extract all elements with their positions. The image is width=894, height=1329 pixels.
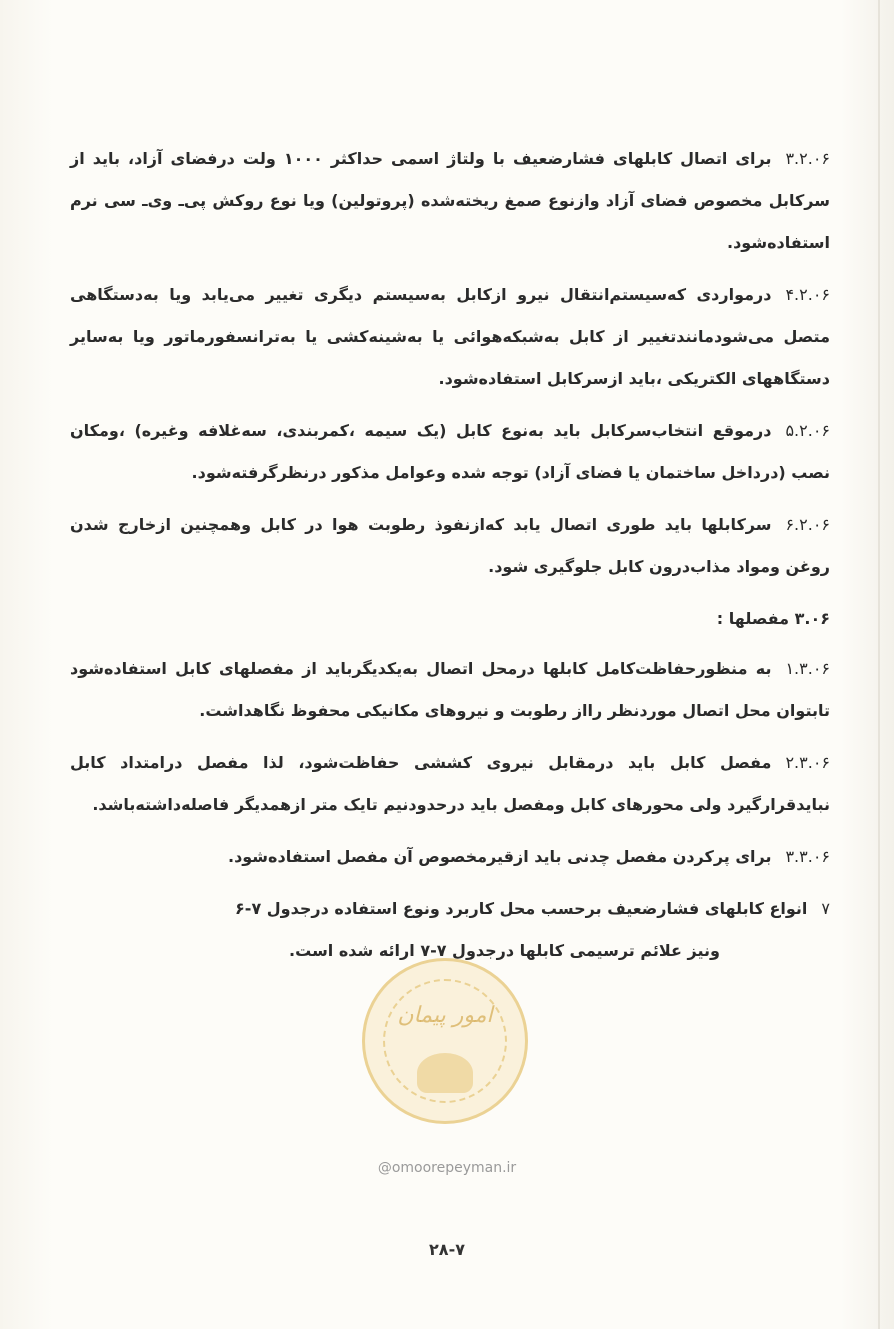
- paragraph-5-2-06: [70, 410, 830, 494]
- section-heading: ۳.۰۶ مفصلها :: [716, 609, 830, 628]
- paragraph-1-3-06: [70, 648, 830, 732]
- paragraph-number: ۶.۲.۰۶: [785, 515, 830, 534]
- item-7-line-2: ونیز علائم ترسیمی کابلها درجدول ۷-۷ ارائه شده است.: [289, 941, 720, 960]
- watermark-site: @omoorepeyman.ir: [377, 1160, 517, 1176]
- paragraph-text: برای پرکردن مفصل چدنی باید ازقیرمخصوص آن مفصل استفاده‌شود.: [227, 847, 772, 866]
- paragraph-text: مفصل کابل باید درمقابل نیروی کششی حفاظت‌شود، لذا مفصل درامتداد کابل نبایدقرارگیرد ولی محورهای کابل ومفصل باید درحدودنیم تایک متر ازهمدیگر فاصله‌داشته‌باشد.: [70, 753, 830, 814]
- paragraph-4-2-06: [70, 274, 830, 400]
- paragraph-text: درموقع انتخاب‌سرکابل باید به‌نوع کابل (یک سیمه ،کمربندی، سه‌غلافه وغیره) ،ومکان نصب (درداخل ساختمان یا فضای آزاد) توجه شده وعوامل مذکور درنظرگرفته‌شود.: [70, 421, 830, 482]
- watermark-ring: [383, 979, 507, 1103]
- item-7: [70, 888, 830, 972]
- scan-edge: [878, 0, 880, 1329]
- paragraph-3-3-06: [70, 836, 830, 878]
- paragraph-text: درمواردی که‌سیستم‌انتقال نیرو ازکابل به‌سیستم دیگری تغییر می‌یابد ویا به‌دستگاهی متصل می‌شودمانندتغییر از کابل به‌شبکه‌هوائی یا به‌شینه‌کشی یا به‌ترانسفورماتور ویا به‌سایر دستگاههای الکتریکی ،باید ازسرکابل استفاده‌شود.: [70, 285, 830, 388]
- paragraph-number: ۳.۳.۰۶: [785, 847, 830, 866]
- paragraph-text: سرکابلها باید طوری اتصال یابد که‌ازنفوذ رطوبت هوا در کابل وهمچنین ازخارج شدن روغن ومواد مذاب‌درون کابل جلوگیری شود.: [70, 515, 830, 576]
- paragraph-2-3-06: [70, 742, 830, 826]
- document-body: [70, 138, 830, 982]
- paragraph-text: به منظورحفاظت‌کامل کابلها درمحل اتصال به‌یکدیگرباید از مفصلهای کابل استفاده‌شود تابتوان محل اتصال موردنظر رااز رطوبت و نیروهای مکانیکی محفوظ نگاهداشت.: [70, 659, 830, 720]
- gear-icon: [417, 1053, 473, 1093]
- item-7-line-1: انواع کابلهای فشارضعیف برحسب محل کاربرد ونوع استفاده درجدول ۷-۶: [235, 899, 808, 918]
- paragraph-number: ۴.۲.۰۶: [785, 285, 830, 304]
- paragraph-text: برای اتصال کابلهای فشارضعیف با ولتاژ اسمی حداکثر ۱۰۰۰ ولت درفضای آزاد، باید از سرکابل مخصوص فضای آزاد وازنوع صمغ ریخته‌شده (پروتولین) ویا نوع روکش پی‌ـ وی‌ـ سی نرم استفاده‌شود.: [70, 149, 830, 252]
- page-number: ۲۸-۷: [429, 1240, 465, 1259]
- paragraph-number: ۳.۲.۰۶: [785, 149, 830, 168]
- item-number: ۷: [821, 899, 830, 918]
- watermark-seal: [362, 958, 528, 1124]
- paragraph-number: ۲.۳.۰۶: [785, 753, 830, 772]
- paragraph-number: ۱.۳.۰۶: [785, 659, 830, 678]
- paragraph-3-2-06: [70, 138, 830, 264]
- paragraph-number: ۵.۲.۰۶: [785, 421, 830, 440]
- paragraph-6-2-06: [70, 504, 830, 588]
- watermark-text: امور پیمان: [397, 1003, 493, 1028]
